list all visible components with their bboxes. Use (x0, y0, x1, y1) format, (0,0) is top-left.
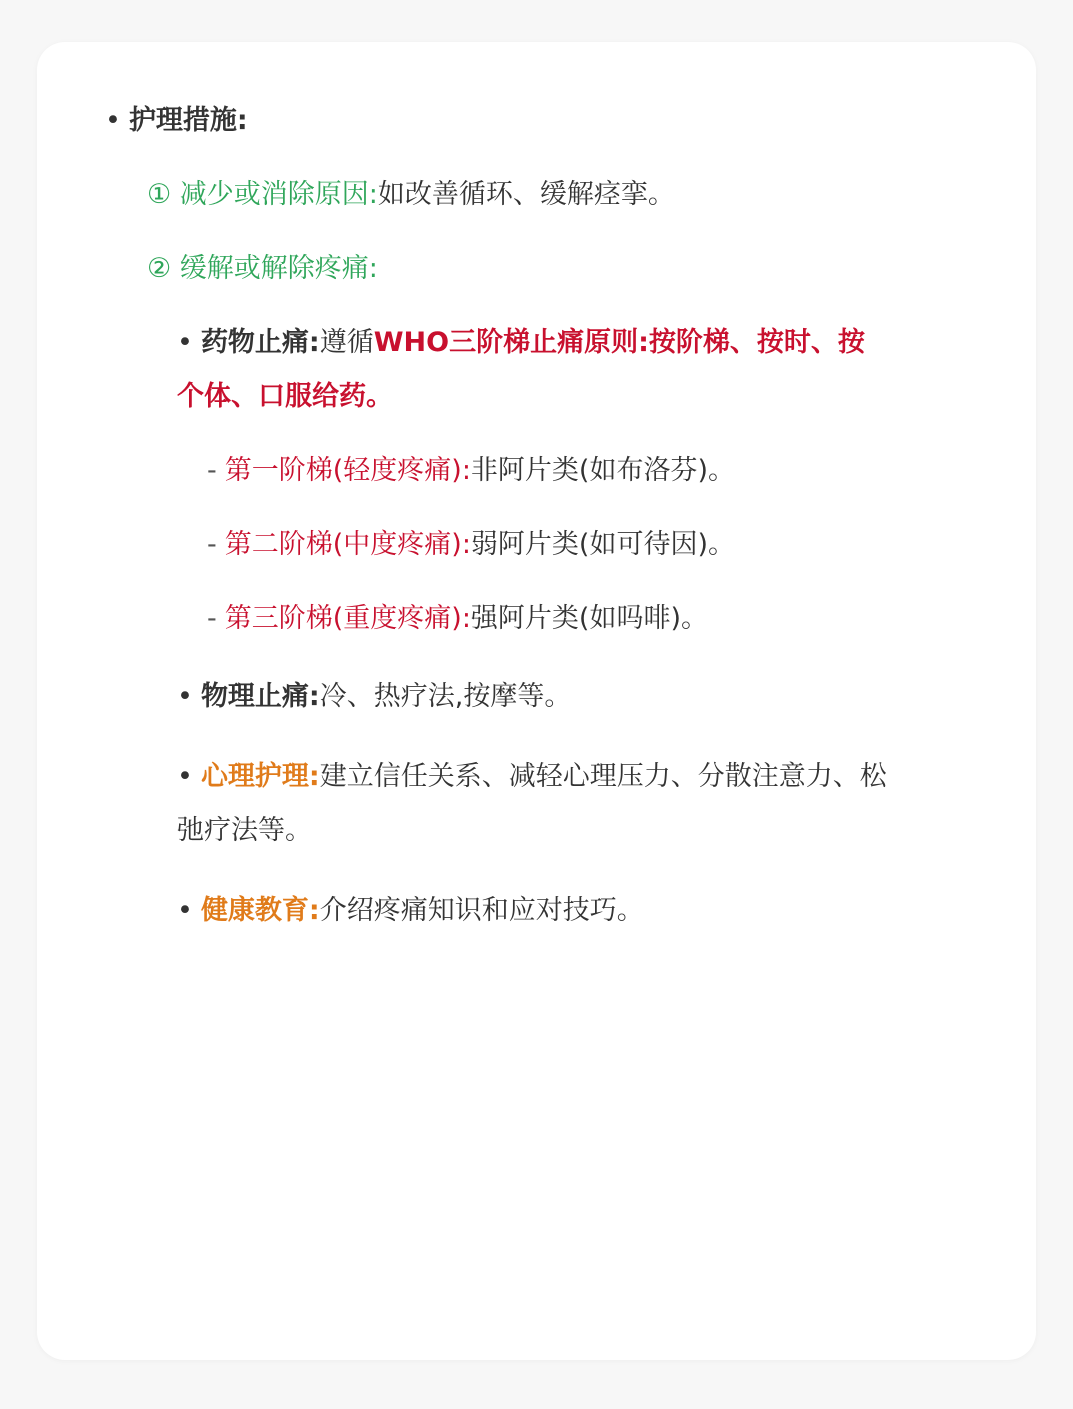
physical-label: 物理止痛: (200, 681, 320, 712)
bullet-icon: • (177, 681, 193, 712)
ladder-2-text: 弱阿片类(如可待因)。 (470, 529, 735, 560)
edu-text: 介绍疼痛知识和应对技巧。 (319, 895, 644, 926)
drug-analgesia-line-2 (177, 370, 393, 424)
ladder-1-label: 第一阶梯(轻度疼痛): (224, 455, 471, 486)
drug-analgesia-line-1 (177, 316, 865, 370)
psych-care-line-2 (177, 804, 312, 858)
psych-text-line-1: 建立信任关系、减轻心理压力、分散注意力、松 (319, 761, 887, 792)
psych-label: 心理护理: (200, 761, 320, 792)
bullet-icon: • (177, 327, 193, 358)
ladder-1-text: 非阿片类(如布洛芬)。 (470, 455, 735, 486)
drug-lead: 遵循 (319, 327, 374, 358)
dash-marker: - (207, 603, 217, 634)
measure-2-label: ② 缓解或解除疼痛: (147, 253, 378, 284)
measure-item-2 (147, 242, 378, 296)
physical-text: 冷、热疗法,按摩等。 (319, 681, 572, 712)
ladder-2-label: 第二阶梯(中度疼痛): (224, 529, 471, 560)
ladder-step-1 (207, 444, 735, 498)
physical-analgesia (177, 670, 571, 724)
psych-text-line-2: 弛疗法等。 (177, 815, 312, 846)
bullet-icon: • (177, 895, 193, 926)
ladder-step-2 (207, 518, 735, 572)
measure-item-1 (147, 168, 675, 222)
ladder-3-label: 第三阶梯(重度疼痛): (224, 603, 471, 634)
content-card (37, 42, 1036, 1360)
section-heading (105, 94, 248, 148)
bullet-icon: • (105, 105, 121, 136)
drug-label: 药物止痛: (200, 327, 320, 358)
section-title: 护理措施: (128, 105, 248, 136)
bullet-icon: • (177, 761, 193, 792)
ladder-step-3 (207, 592, 708, 646)
dash-marker: - (207, 455, 217, 486)
measure-1-text: 如改善循环、缓解痉挛。 (377, 179, 675, 210)
who-principle-line-2: 个体、口服给药。 (177, 381, 393, 412)
health-education (177, 884, 644, 938)
edu-label: 健康教育: (200, 895, 320, 926)
who-principle-line-1: WHO三阶梯止痛原则:按阶梯、按时、按 (373, 327, 865, 358)
measure-1-label: ① 减少或消除原因: (147, 179, 378, 210)
psych-care-line-1 (177, 750, 887, 804)
dash-marker: - (207, 529, 217, 560)
ladder-3-text: 强阿片类(如吗啡)。 (470, 603, 708, 634)
